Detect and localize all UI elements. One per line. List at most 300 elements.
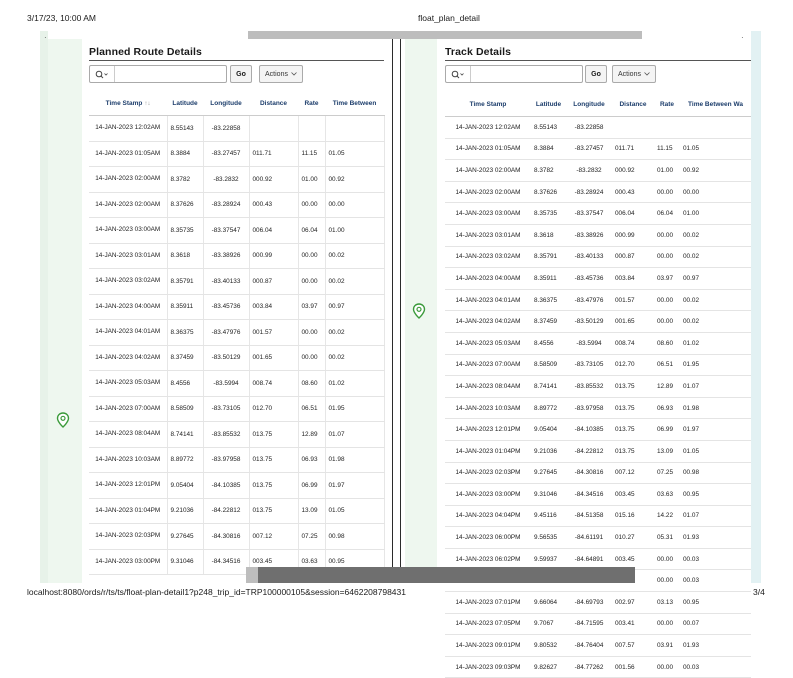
column-header-label: Longitude xyxy=(210,99,242,107)
table-cell: 06.99 xyxy=(298,473,325,499)
table-cell: 01.93 xyxy=(680,635,751,657)
table-row xyxy=(445,484,751,506)
table-cell: 8.37626 xyxy=(531,181,566,203)
table-cell: 14.22 xyxy=(654,505,680,527)
table-cell: 013.75 xyxy=(249,447,298,473)
table-cell: 8.58509 xyxy=(531,354,566,376)
table-cell: 00.07 xyxy=(680,613,751,635)
table-cell: 14-JAN-2023 03:00PM xyxy=(445,484,531,506)
table-cell: 00.98 xyxy=(325,524,384,550)
table-cell: 01.00 xyxy=(298,167,325,193)
table-cell: 9.21036 xyxy=(531,440,566,462)
table-cell: 14-JAN-2023 08:04AM xyxy=(445,376,531,398)
table-cell: 06.93 xyxy=(298,447,325,473)
table-cell: -84.51358 xyxy=(566,505,612,527)
map-pin-icon[interactable] xyxy=(56,412,70,428)
search-icon xyxy=(95,70,109,79)
table-cell: 01.97 xyxy=(325,473,384,499)
table-cell: 14-JAN-2023 02:03PM xyxy=(445,462,531,484)
table-cell: 01.05 xyxy=(325,141,384,167)
print-page-number: 3/4 xyxy=(753,587,765,597)
table-cell: -83.45736 xyxy=(566,268,612,290)
table-cell: 14-JAN-2023 01:05AM xyxy=(445,138,531,160)
table-cell: 002.97 xyxy=(612,592,654,614)
planned-route-title: Planned Route Details xyxy=(89,46,202,58)
table-cell: 013.75 xyxy=(612,419,654,441)
table-cell: 14-JAN-2023 03:02AM xyxy=(89,269,167,295)
table-cell: 01.00 xyxy=(654,160,680,182)
table-cell: 12.89 xyxy=(298,422,325,448)
title-divider xyxy=(89,60,384,61)
table-cell: 01.07 xyxy=(680,376,751,398)
table-cell: 008.74 xyxy=(249,371,298,397)
column-header[interactable] xyxy=(566,92,612,117)
table-row xyxy=(445,224,751,246)
table-cell: -83.38926 xyxy=(566,224,612,246)
table-row xyxy=(445,332,751,354)
table-cell: -84.76404 xyxy=(566,635,612,657)
left-map-panel[interactable] xyxy=(48,39,82,583)
table-cell: 03.63 xyxy=(654,484,680,506)
chevron-down-icon xyxy=(105,73,108,75)
table-cell: 14-JAN-2023 12:01PM xyxy=(89,473,167,499)
table-row xyxy=(89,422,384,448)
table-row xyxy=(89,218,384,244)
table-cell: 000.99 xyxy=(249,243,298,269)
table-cell: 11.15 xyxy=(654,138,680,160)
table-cell: 14-JAN-2023 12:02AM xyxy=(89,116,167,142)
table-row xyxy=(89,269,384,295)
table-cell: -84.71595 xyxy=(566,613,612,635)
column-header[interactable] xyxy=(445,92,531,117)
table-cell: -83.27457 xyxy=(566,138,612,160)
table-row xyxy=(445,613,751,635)
table-row xyxy=(89,345,384,371)
table-cell: -83.85532 xyxy=(203,422,249,448)
table-cell: 14-JAN-2023 05:03AM xyxy=(445,332,531,354)
table-cell: 8.74141 xyxy=(531,376,566,398)
pane-divider-right xyxy=(400,39,401,583)
table-row xyxy=(445,527,751,549)
planned-route-search-input[interactable] xyxy=(117,67,223,80)
table-cell: 9.31046 xyxy=(531,484,566,506)
table-cell xyxy=(298,116,325,142)
table-cell: 8.3884 xyxy=(531,138,566,160)
table-cell: 00.02 xyxy=(680,311,751,333)
table-cell: 03.63 xyxy=(298,549,325,575)
table-cell: 07.25 xyxy=(654,462,680,484)
table-cell: 01.05 xyxy=(680,440,751,462)
table-cell: 14-JAN-2023 12:01PM xyxy=(445,419,531,441)
table-cell: 06.04 xyxy=(654,203,680,225)
table-row xyxy=(89,243,384,269)
table-cell: 01.95 xyxy=(680,354,751,376)
table-cell: 00.95 xyxy=(680,484,751,506)
table-cell: 00.92 xyxy=(325,167,384,193)
table-cell: -83.47976 xyxy=(566,289,612,311)
column-header[interactable] xyxy=(531,92,566,117)
table-cell: -83.40133 xyxy=(566,246,612,268)
table-cell: 9.59937 xyxy=(531,548,566,570)
table-cell: 00.95 xyxy=(680,592,751,614)
table-cell: -84.22812 xyxy=(566,440,612,462)
table-cell: -84.30816 xyxy=(203,524,249,550)
table-cell: -83.2832 xyxy=(566,160,612,182)
table-cell: 00.97 xyxy=(680,268,751,290)
table-row xyxy=(445,592,751,614)
title-divider xyxy=(445,60,751,61)
table-cell: 012.70 xyxy=(249,396,298,422)
track-toolbar xyxy=(445,65,751,83)
table-cell: 14-JAN-2023 02:03PM xyxy=(89,524,167,550)
table-cell: 14-JAN-2023 06:02PM xyxy=(445,548,531,570)
table-cell: 06.04 xyxy=(298,218,325,244)
table-cell: 9.56535 xyxy=(531,527,566,549)
table-cell xyxy=(680,117,751,139)
table-cell: 8.3618 xyxy=(167,243,203,269)
table-cell xyxy=(654,117,680,139)
map-pin-icon[interactable] xyxy=(412,303,426,319)
table-cell: 08.60 xyxy=(654,332,680,354)
table-cell: 00.00 xyxy=(654,289,680,311)
table-cell: 8.4556 xyxy=(167,371,203,397)
table-cell: 14-JAN-2023 03:01AM xyxy=(89,243,167,269)
table-cell: 007.12 xyxy=(612,462,654,484)
table-row xyxy=(445,505,751,527)
table-cell: 010.27 xyxy=(612,527,654,549)
table-cell: 00.00 xyxy=(654,311,680,333)
table-cell: 000.92 xyxy=(249,167,298,193)
table-cell: 00.00 xyxy=(298,269,325,295)
table-row xyxy=(89,320,384,346)
column-header-label: Rate xyxy=(659,100,675,108)
table-cell: 9.7067 xyxy=(531,613,566,635)
table-cell: 00.00 xyxy=(654,246,680,268)
table-cell: 8.36375 xyxy=(167,320,203,346)
table-cell: 01.97 xyxy=(680,419,751,441)
table-row xyxy=(445,203,751,225)
table-cell xyxy=(249,116,298,142)
table-cell: -84.10385 xyxy=(203,473,249,499)
right-map-border xyxy=(751,31,761,583)
table-cell: 00.00 xyxy=(298,320,325,346)
table-cell: 14-JAN-2023 02:00AM xyxy=(89,167,167,193)
table-cell: -84.64891 xyxy=(566,548,612,570)
table-cell: -83.73105 xyxy=(566,354,612,376)
table-cell: 003.84 xyxy=(612,268,654,290)
table-cell: 03.91 xyxy=(654,635,680,657)
table-cell: 14-JAN-2023 06:00PM xyxy=(445,527,531,549)
column-header-label: Latitude xyxy=(172,99,198,107)
track-search-box xyxy=(445,65,583,83)
table-cell: 006.04 xyxy=(612,203,654,225)
column-header-label: Latitude xyxy=(535,100,562,108)
table-cell: 06.99 xyxy=(654,419,680,441)
map-edge-mark-right: · xyxy=(741,33,744,42)
track-search-input[interactable] xyxy=(473,67,579,80)
table-cell: 012.70 xyxy=(612,354,654,376)
table-cell: 12.89 xyxy=(654,376,680,398)
planned-route-header-row xyxy=(89,91,384,116)
column-header[interactable] xyxy=(203,91,249,116)
table-cell: 8.37459 xyxy=(167,345,203,371)
table-cell: 00.03 xyxy=(680,548,751,570)
table-cell: -84.34516 xyxy=(203,549,249,575)
column-header-label: Time Between Wa xyxy=(688,100,743,108)
table-cell: 01.07 xyxy=(325,422,384,448)
column-header[interactable] xyxy=(612,92,654,117)
table-cell: 001.57 xyxy=(612,289,654,311)
table-cell xyxy=(325,116,384,142)
table-row xyxy=(89,371,384,397)
table-cell: 000.43 xyxy=(612,181,654,203)
table-cell: 011.71 xyxy=(612,138,654,160)
table-cell: 13.09 xyxy=(654,440,680,462)
table-cell: 8.37459 xyxy=(531,311,566,333)
table-cell: 00.00 xyxy=(298,243,325,269)
table-cell: -83.37547 xyxy=(203,218,249,244)
table-cell: 00.92 xyxy=(680,160,751,182)
table-row xyxy=(445,268,751,290)
table-cell: 8.3782 xyxy=(167,167,203,193)
table-cell: 8.55143 xyxy=(531,117,566,139)
table-cell: 14-JAN-2023 07:00AM xyxy=(445,354,531,376)
table-row xyxy=(445,311,751,333)
table-cell: 9.27645 xyxy=(167,524,203,550)
table-cell: 14-JAN-2023 03:00PM xyxy=(89,549,167,575)
table-cell: 8.89772 xyxy=(167,447,203,473)
table-cell: 01.93 xyxy=(680,527,751,549)
table-cell: -84.61191 xyxy=(566,527,612,549)
table-cell: 006.04 xyxy=(249,218,298,244)
table-cell: 011.71 xyxy=(249,141,298,167)
column-header-label: Time Stamp xyxy=(469,100,507,108)
track-go-button[interactable]: Go xyxy=(585,65,607,83)
table-cell: -84.10385 xyxy=(566,419,612,441)
table-cell: 8.3618 xyxy=(531,224,566,246)
track-actions-button[interactable] xyxy=(612,65,656,83)
table-row xyxy=(445,462,751,484)
table-cell: 9.05404 xyxy=(167,473,203,499)
track-details-region xyxy=(445,46,751,678)
table-cell: 8.35791 xyxy=(167,269,203,295)
table-cell: 14-JAN-2023 01:04PM xyxy=(89,498,167,524)
table-cell: 11.15 xyxy=(298,141,325,167)
table-cell: 06.51 xyxy=(654,354,680,376)
table-cell: 00.00 xyxy=(680,181,751,203)
table-cell: -83.40133 xyxy=(203,269,249,295)
horizontal-scrollbar-top[interactable] xyxy=(248,31,642,39)
table-row xyxy=(445,635,751,657)
table-cell: 00.02 xyxy=(680,224,751,246)
table-cell: -83.2832 xyxy=(203,167,249,193)
table-cell: 000.92 xyxy=(612,160,654,182)
table-row xyxy=(445,246,751,268)
table-cell: 00.00 xyxy=(654,548,680,570)
table-cell: 14-JAN-2023 04:04PM xyxy=(445,505,531,527)
table-row xyxy=(445,354,751,376)
table-cell: -84.34516 xyxy=(566,484,612,506)
table-row xyxy=(445,397,751,419)
table-cell: 00.95 xyxy=(325,549,384,575)
table-cell: 00.00 xyxy=(298,345,325,371)
planned-route-go-button[interactable]: Go xyxy=(230,65,252,83)
table-cell: 14-JAN-2023 04:01AM xyxy=(89,320,167,346)
column-header[interactable] xyxy=(298,91,325,116)
table-cell: 013.75 xyxy=(612,440,654,462)
actions-label: Actions xyxy=(618,70,641,78)
table-row xyxy=(445,656,751,678)
column-header[interactable] xyxy=(325,91,384,116)
table-cell: 14-JAN-2023 08:04AM xyxy=(89,422,167,448)
column-header[interactable] xyxy=(167,91,203,116)
column-header-label: Distance xyxy=(259,99,288,107)
table-cell: 00.00 xyxy=(654,656,680,678)
column-header-label: Longitude xyxy=(573,100,605,108)
table-cell: 8.89772 xyxy=(531,397,566,419)
table-cell: -84.77262 xyxy=(566,656,612,678)
table-cell: 03.97 xyxy=(654,268,680,290)
table-cell: 08.60 xyxy=(298,371,325,397)
table-cell: 9.05404 xyxy=(531,419,566,441)
table-cell: 007.57 xyxy=(612,635,654,657)
table-cell: 01.05 xyxy=(680,138,751,160)
table-cell: 01.02 xyxy=(680,332,751,354)
column-header-label: Time Between xyxy=(332,99,377,107)
table-cell: 9.45116 xyxy=(531,505,566,527)
table-cell: 8.35735 xyxy=(531,203,566,225)
table-cell: 01.07 xyxy=(680,505,751,527)
table-cell: 9.82627 xyxy=(531,656,566,678)
table-cell: -83.73105 xyxy=(203,396,249,422)
table-cell: 14-JAN-2023 03:00AM xyxy=(89,218,167,244)
table-cell: -83.22858 xyxy=(566,117,612,139)
table-cell: -83.97958 xyxy=(566,397,612,419)
table-cell: 001.65 xyxy=(249,345,298,371)
table-cell: 9.66064 xyxy=(531,592,566,614)
table-cell: 03.13 xyxy=(654,592,680,614)
actions-label: Actions xyxy=(265,70,288,78)
table-cell: -83.50129 xyxy=(203,345,249,371)
column-header[interactable] xyxy=(89,91,167,116)
table-cell: -83.27457 xyxy=(203,141,249,167)
table-cell: 001.57 xyxy=(249,320,298,346)
table-cell: 14-JAN-2023 02:00AM xyxy=(89,192,167,218)
table-cell: 003.45 xyxy=(249,549,298,575)
table-row xyxy=(445,419,751,441)
search-column-button[interactable] xyxy=(446,66,471,82)
column-header[interactable] xyxy=(654,92,680,117)
planned-route-actions-button[interactable] xyxy=(259,65,303,83)
table-cell: 001.56 xyxy=(612,656,654,678)
table-cell: -83.97958 xyxy=(203,447,249,473)
table-cell: 14-JAN-2023 10:03AM xyxy=(89,447,167,473)
sort-icon[interactable]: ↑↓ xyxy=(144,100,151,107)
table-cell: 003.84 xyxy=(249,294,298,320)
horizontal-scrollbar-bottom[interactable] xyxy=(258,567,635,583)
table-cell: -83.45736 xyxy=(203,294,249,320)
table-row xyxy=(445,117,751,139)
pane-divider-left xyxy=(392,39,393,583)
table-row xyxy=(445,376,751,398)
table-cell: 01.02 xyxy=(325,371,384,397)
table-cell: -84.69793 xyxy=(566,592,612,614)
table-cell: 03.97 xyxy=(298,294,325,320)
table-cell: 8.37626 xyxy=(167,192,203,218)
table-cell: 01.98 xyxy=(680,397,751,419)
table-cell: 00.00 xyxy=(654,613,680,635)
table-row xyxy=(89,524,384,550)
table-cell: 9.80532 xyxy=(531,635,566,657)
table-row xyxy=(89,396,384,422)
table-cell: 00.97 xyxy=(325,294,384,320)
table-cell: 013.75 xyxy=(612,376,654,398)
track-table xyxy=(445,92,751,678)
table-row xyxy=(445,289,751,311)
table-cell: 000.87 xyxy=(249,269,298,295)
left-map-border xyxy=(40,31,48,583)
table-cell: 01.98 xyxy=(325,447,384,473)
table-cell: 14-JAN-2023 04:00AM xyxy=(89,294,167,320)
table-cell: 14-JAN-2023 03:00AM xyxy=(445,203,531,225)
table-cell: 001.65 xyxy=(612,311,654,333)
table-cell: 8.36375 xyxy=(531,289,566,311)
column-header-label: Time Stamp xyxy=(105,99,143,107)
column-header[interactable] xyxy=(249,91,298,116)
table-cell: 06.51 xyxy=(298,396,325,422)
table-cell: 01.05 xyxy=(325,498,384,524)
table-cell: 8.3884 xyxy=(167,141,203,167)
table-cell: 00.03 xyxy=(680,570,751,592)
table-row xyxy=(89,116,384,142)
table-cell: 00.00 xyxy=(654,570,680,592)
table-cell: 8.35911 xyxy=(167,294,203,320)
table-row xyxy=(445,181,751,203)
table-cell: 013.75 xyxy=(612,397,654,419)
table-cell: 00.02 xyxy=(325,269,384,295)
table-cell: 14-JAN-2023 07:00AM xyxy=(89,396,167,422)
table-cell: 01.95 xyxy=(325,396,384,422)
table-cell: 9.31046 xyxy=(167,549,203,575)
column-header-label: Distance xyxy=(619,100,647,108)
table-row xyxy=(445,440,751,462)
table-cell: -83.47976 xyxy=(203,320,249,346)
print-header xyxy=(0,13,793,27)
table-cell: 14-JAN-2023 04:00AM xyxy=(445,268,531,290)
table-cell: 14-JAN-2023 04:02AM xyxy=(89,345,167,371)
column-header[interactable] xyxy=(680,92,751,117)
table-cell: 8.55143 xyxy=(167,116,203,142)
table-cell: -83.22858 xyxy=(203,116,249,142)
table-cell: 14-JAN-2023 03:02AM xyxy=(445,246,531,268)
table-row xyxy=(89,473,384,499)
table-cell: 14-JAN-2023 10:03AM xyxy=(445,397,531,419)
table-cell: 003.45 xyxy=(612,548,654,570)
table-row xyxy=(89,192,384,218)
table-cell: 00.02 xyxy=(325,243,384,269)
print-page-title: float_plan_detail xyxy=(418,13,480,23)
table-cell: 013.75 xyxy=(249,422,298,448)
table-cell: 05.31 xyxy=(654,527,680,549)
search-column-button[interactable] xyxy=(90,66,115,82)
table-cell: 14-JAN-2023 09:01PM xyxy=(445,635,531,657)
table-cell: -83.37547 xyxy=(566,203,612,225)
table-cell: 14-JAN-2023 04:02AM xyxy=(445,311,531,333)
table-cell: 14-JAN-2023 04:01AM xyxy=(445,289,531,311)
table-cell: 007.12 xyxy=(249,524,298,550)
table-cell: 07.25 xyxy=(298,524,325,550)
table-row xyxy=(445,160,751,182)
